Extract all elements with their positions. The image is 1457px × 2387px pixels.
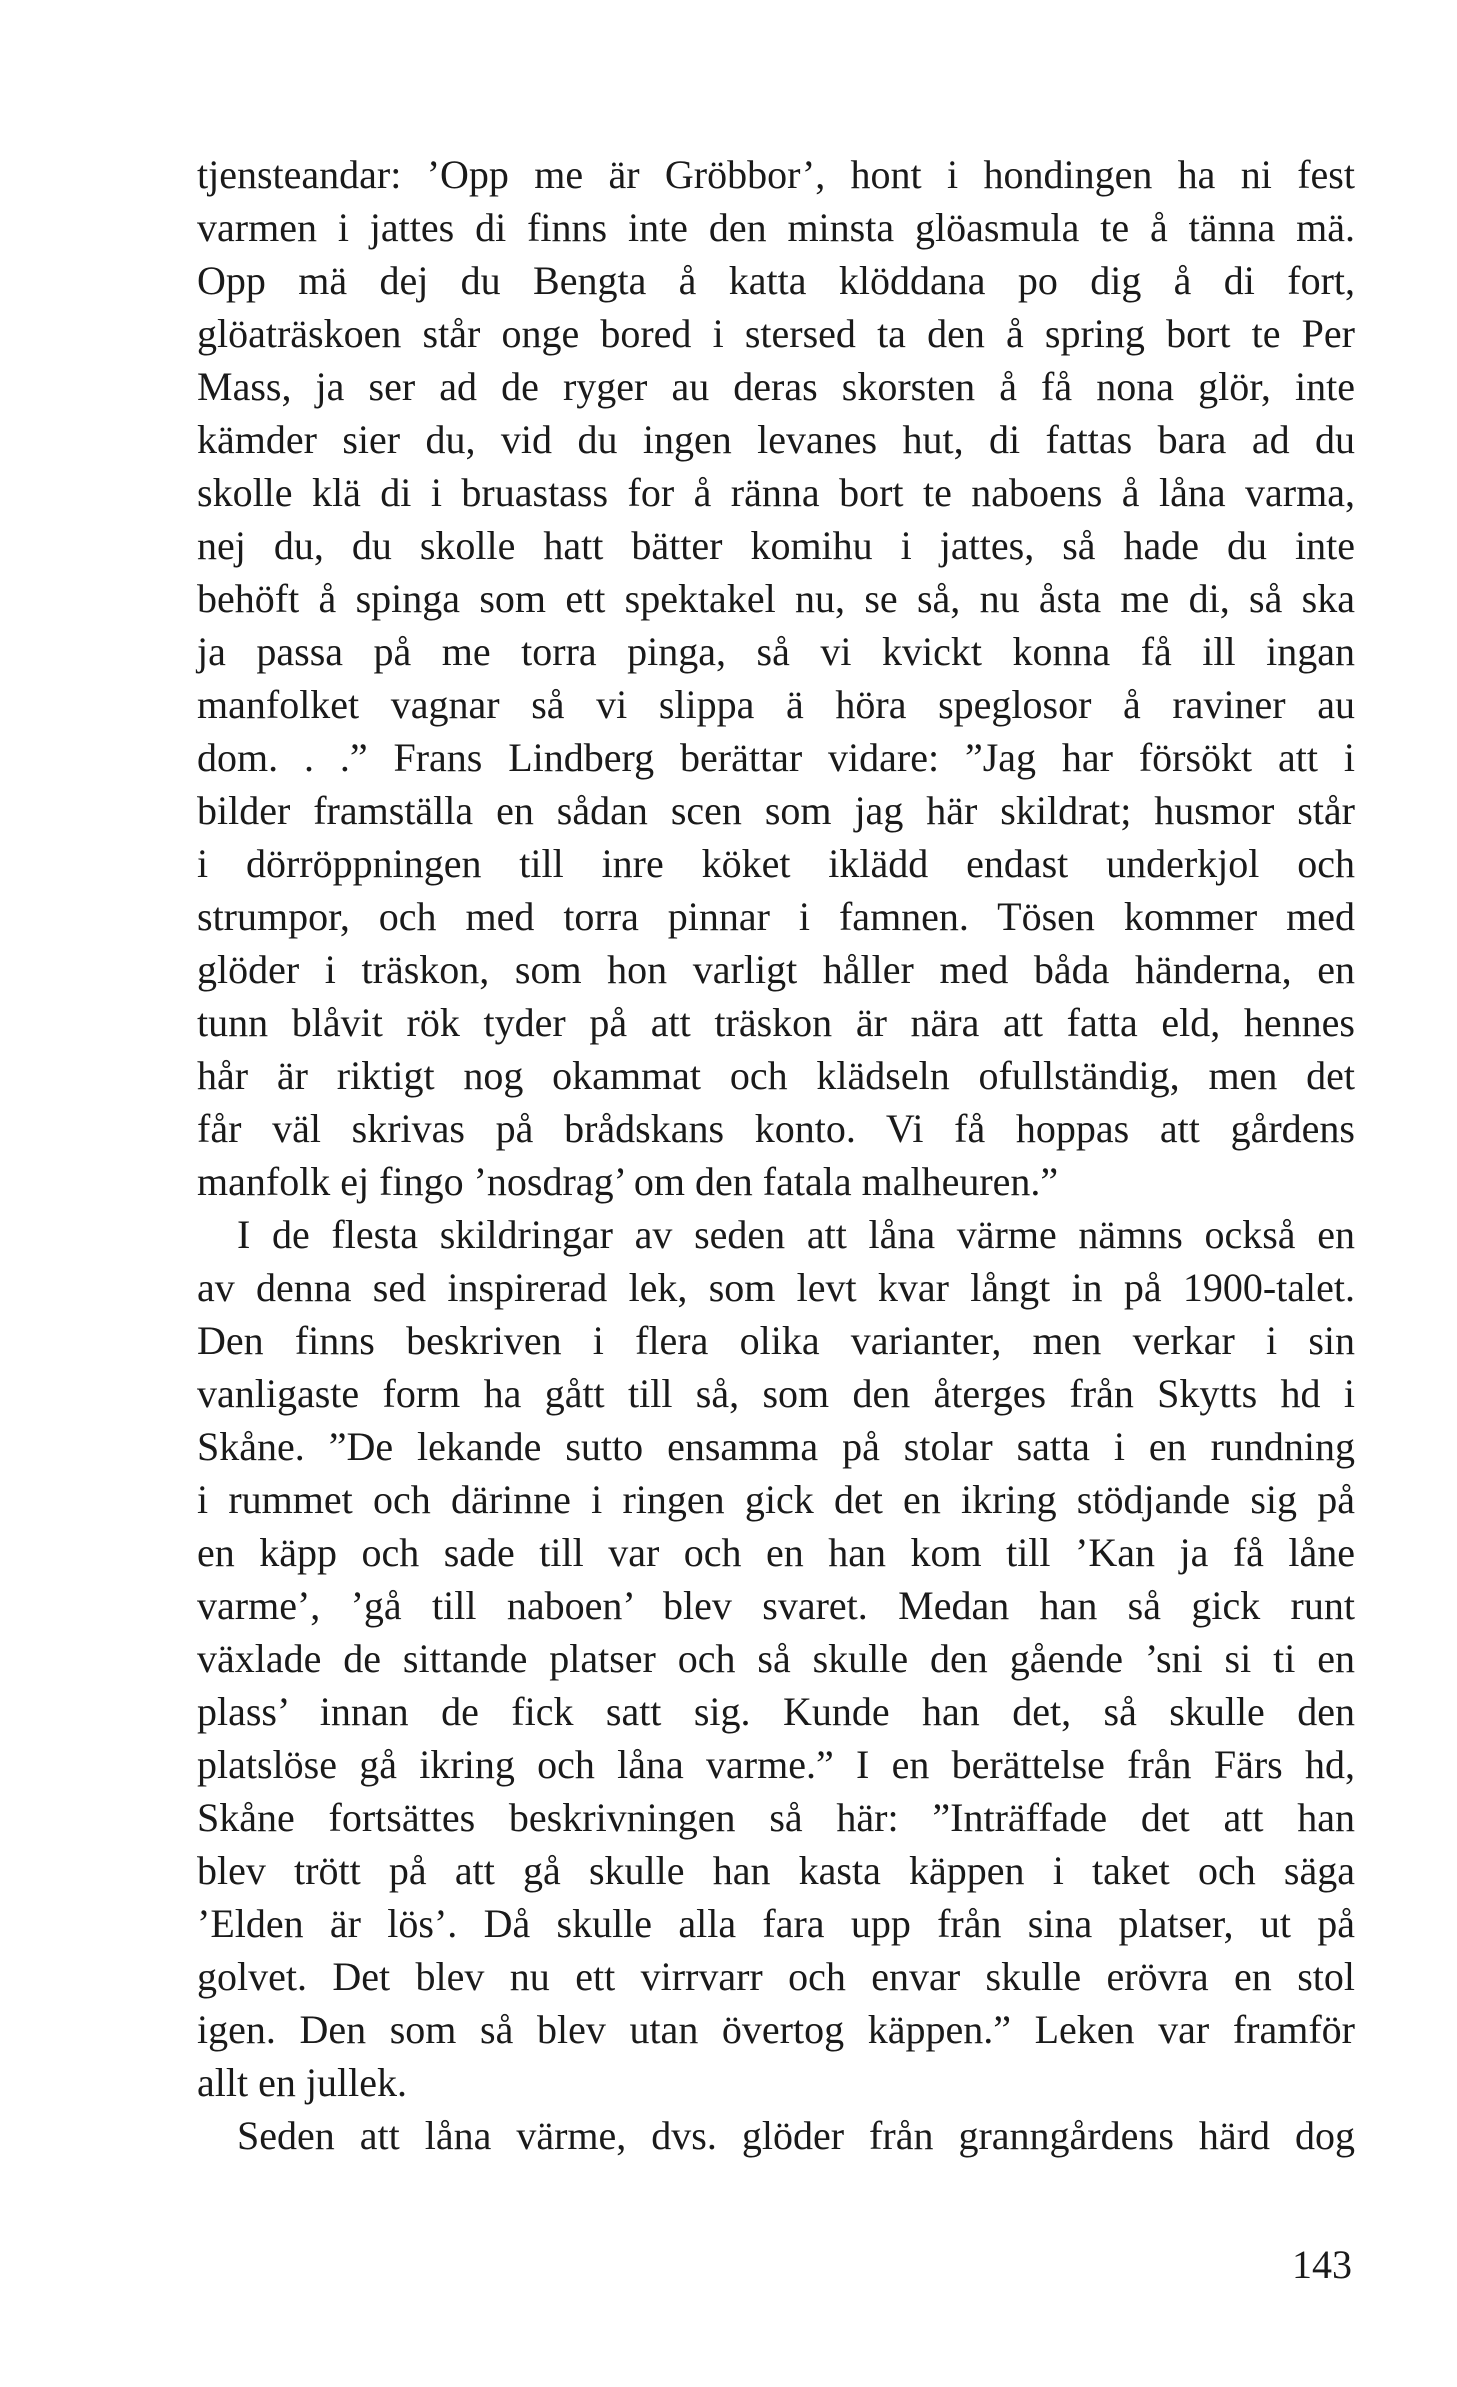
text-line: får väl skrivas på brådskans konto. Vi få hoppas att gårdens bbox=[197, 1106, 1355, 1151]
text-line: varme’, ’gå till naboen’ blev svaret. Medan han så gick runt bbox=[197, 1583, 1355, 1628]
text-line: bilder framställa en sådan scen som jag här skildrat; husmor står bbox=[197, 788, 1355, 833]
text-line: golvet. Det blev nu ett virrvarr och envar skulle erövra en stol bbox=[197, 1954, 1355, 1999]
text-line: glöaträskoen står onge bored i stersed ta den å spring bort te Per bbox=[197, 311, 1355, 356]
text-line: I de flesta skildringar av seden att låna värme nämns också en bbox=[237, 1212, 1355, 1257]
text-line: hår är riktigt nog okammat och klädseln ofullständig, men det bbox=[197, 1053, 1355, 1098]
text-line: Mass, ja ser ad de ryger au deras skorsten å få nona glör, inte bbox=[197, 364, 1355, 409]
text-line: skolle klä di i bruastass for å ränna bort te naboens å låna varma, bbox=[197, 470, 1355, 515]
text-line: vanligaste form ha gått till så, som den återges från Skytts hd i bbox=[197, 1371, 1355, 1416]
text-line: allt en jullek. bbox=[197, 2060, 407, 2105]
text-line: platslöse gå ikring och låna varme.” I en berättelse från Färs hd, bbox=[197, 1742, 1355, 1787]
text-line: i dörröppningen till inre köket iklädd endast underkjol och bbox=[197, 841, 1355, 886]
text-line: ja passa på me torra pinga, så vi kvickt konna få ill ingan bbox=[197, 629, 1355, 674]
text-line: Skåne. ”De lekande sutto ensamma på stolar satta i en rundning bbox=[197, 1424, 1355, 1469]
text-line: manfolket vagnar så vi slippa ä höra speglosor å raviner au bbox=[197, 682, 1355, 727]
body-text bbox=[197, 148, 1355, 2162]
text-line: Den finns beskriven i flera olika varianter, men verkar i sin bbox=[197, 1318, 1355, 1363]
text-line: en käpp och sade till var och en han kom till ’Kan ja få låne bbox=[197, 1530, 1355, 1575]
text-line: blev trött på att gå skulle han kasta käppen i taket och säga bbox=[197, 1848, 1355, 1893]
page-number: 143 bbox=[1292, 2242, 1352, 2287]
text-line: igen. Den som så blev utan övertog käppen.” Leken var framför bbox=[197, 2007, 1355, 2052]
text-line: växlade de sittande platser och så skulle den gående ’sni si ti en bbox=[197, 1636, 1355, 1681]
text-line: i rummet och därinne i ringen gick det en ikring stödjande sig på bbox=[197, 1477, 1355, 1522]
text-line: dom. . .” Frans Lindberg berättar vidare: ”Jag har försökt att i bbox=[197, 735, 1355, 780]
text-line: kämder sier du, vid du ingen levanes hut, di fattas bara ad du bbox=[197, 417, 1355, 462]
text-line: plass’ innan de fick satt sig. Kunde han det, så skulle den bbox=[197, 1689, 1355, 1734]
text-line: tunn blåvit rök tyder på att träskon är nära att fatta eld, hennes bbox=[197, 1000, 1355, 1045]
text-line: manfolk ej fingo ’nosdrag’ om den fatala malheuren.” bbox=[197, 1159, 1059, 1204]
text-line: nej du, du skolle hatt bätter komihu i jattes, så hade du inte bbox=[197, 523, 1355, 568]
text-line: strumpor, och med torra pinnar i famnen. Tösen kommer med bbox=[197, 894, 1355, 939]
text-line: tjensteandar: ’Opp me är Gröbbor’, hont i hondingen ha ni fest bbox=[197, 152, 1355, 197]
text-line: glöder i träskon, som hon varligt håller med båda händerna, en bbox=[197, 947, 1355, 992]
text-line: behöft å spinga som ett spektakel nu, se så, nu åsta me di, så ska bbox=[197, 576, 1355, 621]
text-line: av denna sed inspirerad lek, som levt kvar långt in på 1900-talet. bbox=[197, 1265, 1355, 1310]
text-line: Skåne fortsättes beskrivningen så här: ”Inträffade det att han bbox=[197, 1795, 1355, 1840]
text-line: Seden att låna värme, dvs. glöder från granngårdens härd dog bbox=[237, 2113, 1355, 2158]
text-line: Opp mä dej du Bengta å katta klöddana po dig å di fort, bbox=[197, 258, 1355, 303]
text-line: varmen i jattes di finns inte den minsta glöasmula te å tänna mä. bbox=[197, 205, 1355, 250]
text-line: ’Elden är lös’. Då skulle alla fara upp från sina platser, ut på bbox=[197, 1901, 1355, 1946]
